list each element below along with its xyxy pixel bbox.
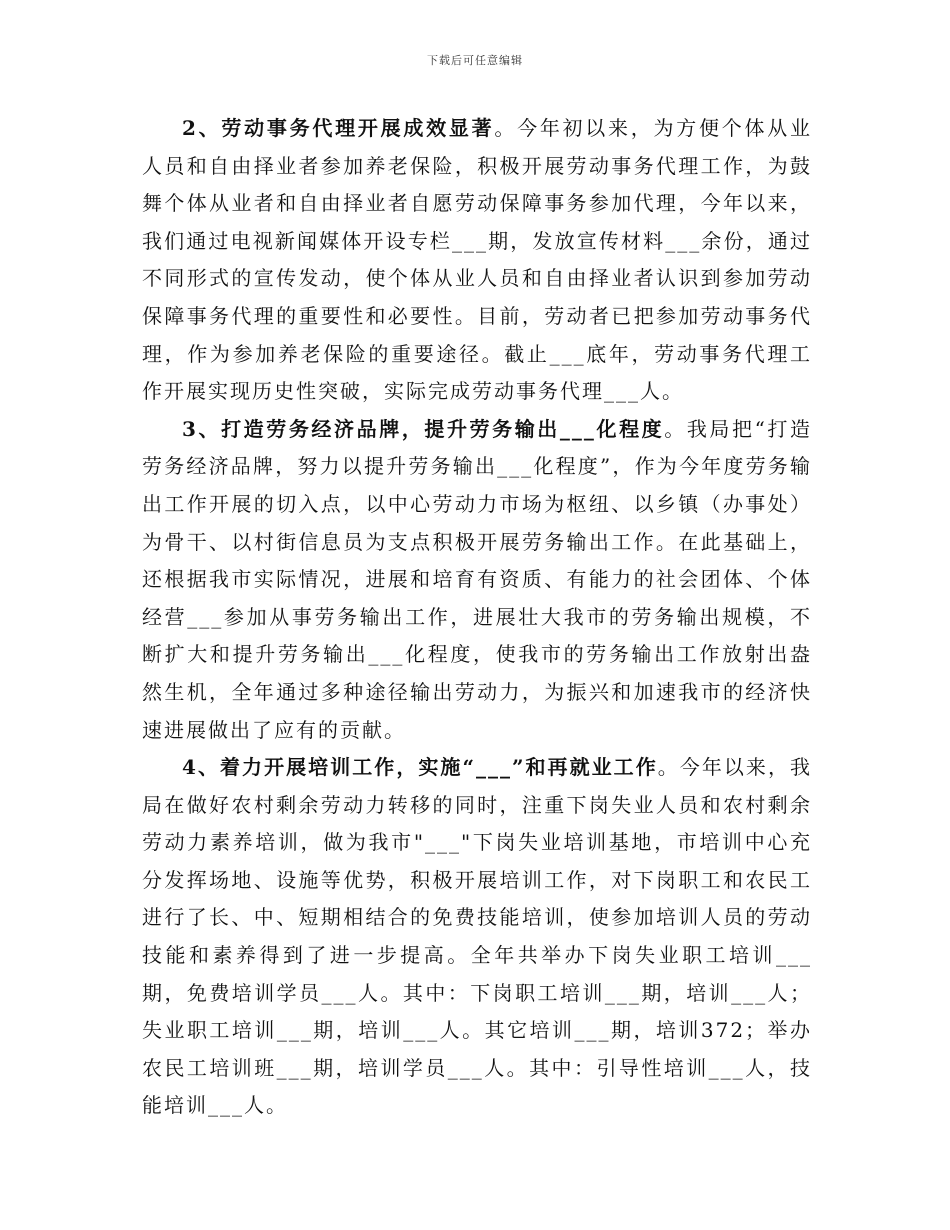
paragraph-text: 。今年以来，我局在做好农村剩余劳动力转移的同时，注重下岗失业人员和农村剩余劳动力素养培训，做为我市"___"下岗失业培训基地，市培训中心充分发挥场地、设施等优势，积极开展培训工作，对下岗职工和农民工进行了长、中、短期相结合的免费技能培训，使参加培训人员的劳动技能和素养得到了进一步提高。全年共举办下岗失业职工培训___期，免费培训学员___人。其中：下岗职工培训___期，培训___人；失业职工培训___期，培训___人。其它培训___期，培训372；举办农民工培训班___期，培训学员___人。其中：引导性培训___人，技能培训___人。 <box>142 755 812 1118</box>
document-body <box>142 110 812 1125</box>
paragraph-training <box>142 749 812 1125</box>
paragraph-text: 。今年初以来，为方便个体从业人员和自由择业者参加养老保险，积极开展劳动事务代理工作，为鼓舞个体从业者和自由择业者自愿劳动保障事务参加代理，今年以来，我们通过电视新闻媒体开设专栏___期，发放宣传材料___余份，通过不同形式的宣传发动，使个体从业人员和自由择业者认识到参加劳动保障事务代理的重要性和必要性。目前，劳动者已把参加劳动事务代理，作为参加养老保险的重要途径。截止___底年，劳动事务代理工作开展实现历史性突破，实际完成劳动事务代理___人。 <box>142 116 812 404</box>
page-header: 下载后可任意编辑 <box>427 54 523 67</box>
paragraph-text: 。我局把“打造劳务经济品牌，努力以提升劳务输出___化程度”，作为今年度劳务输出工作开展的切入点，以中心劳动力市场为枢纽、以乡镇（办事处）为骨干、以村街信息员为支点积极开展劳务输出工作。在此基础上，还根据我市实际情况，进展和培育有资质、有能力的社会团体、个体经营___参加从事劳务输出工作，进展壮大我市的劳务输出规模，不断扩大和提升劳务输出___化程度，使我市的劳务输出工作放射出盎然生机，全年通过多种途径输出劳动力，为振兴和加速我市的经济快速进展做出了应有的贡献。 <box>142 416 812 742</box>
paragraph-labor-agency <box>142 110 812 411</box>
paragraph-labor-brand <box>142 411 812 749</box>
paragraph-heading: 3、打造劳务经济品牌，提升劳务输出___化程度 <box>182 416 665 441</box>
paragraph-heading: 4、着力开展培训工作，实施“___”和再就业工作 <box>182 755 658 780</box>
paragraph-heading: 2、劳动事务代理开展成效显著 <box>182 116 495 140</box>
